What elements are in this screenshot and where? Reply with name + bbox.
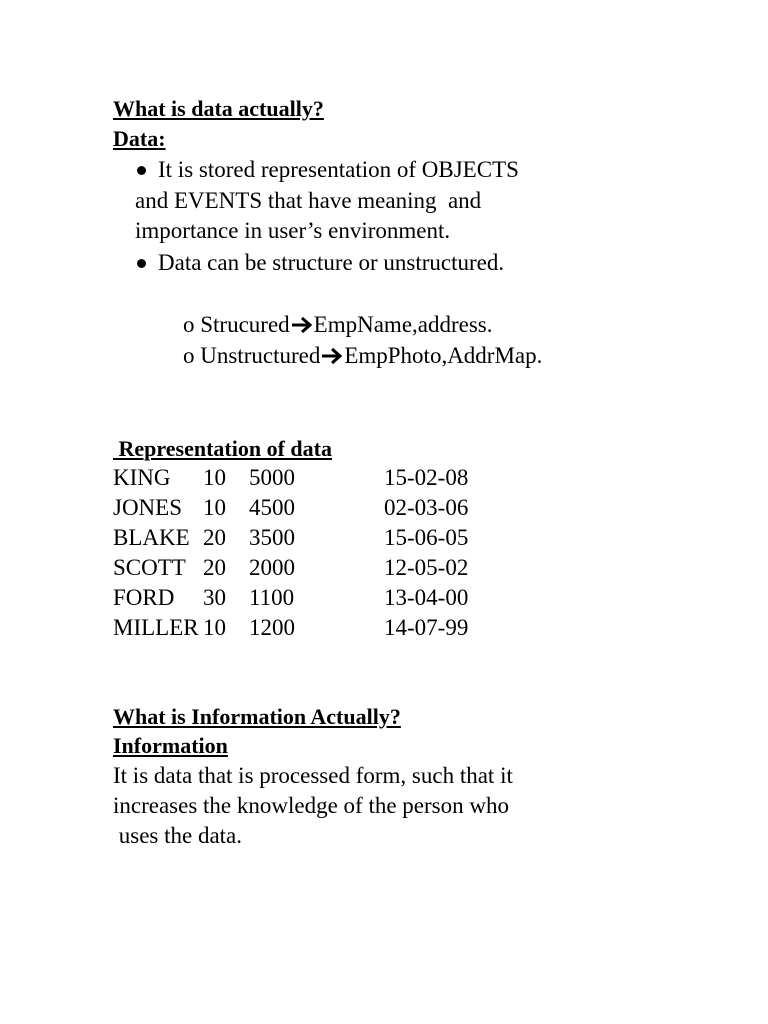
bullet-1-line-3: importance in user’s environment.: [135, 218, 451, 243]
table-cell-date: 15-06-05: [384, 525, 469, 550]
information-body-line-1: It is data that is processed form, such that it: [113, 763, 513, 788]
bullet-2-line-1: Data can be structure or unstructured.: [158, 250, 505, 275]
table-cell-name: BLAKE: [113, 525, 190, 550]
section-title-representation: Representation of data: [113, 436, 332, 461]
sub-item-marker: o: [183, 312, 195, 337]
table-cell-sal: 4500: [249, 495, 295, 520]
sub-item-left: Strucured: [200, 312, 290, 337]
information-body-line-3: uses the data.: [113, 823, 243, 848]
table-cell-dept: 10: [203, 615, 226, 640]
sub-item-structured: [183, 310, 493, 340]
table-cell-name: KING: [113, 465, 171, 490]
section-title-data: What is data actually?: [113, 96, 324, 121]
bullet-1-line-2: and EVENTS that have meaning and: [135, 188, 482, 213]
sub-item-marker: o: [183, 343, 195, 368]
sub-item-right: EmpPhoto,AddrMap.: [344, 343, 543, 368]
sub-item-unstructured: [183, 341, 542, 371]
table-cell-dept: 10: [203, 495, 226, 520]
right-arrow-icon: [320, 346, 344, 366]
table-cell-name: JONES: [113, 495, 183, 520]
section-title-information: What is Information Actually?: [113, 704, 401, 729]
table-cell-date: 13-04-00: [384, 585, 469, 610]
sub-item-right: EmpName,address.: [313, 312, 493, 337]
information-body-line-2: increases the knowledge of the person who: [113, 793, 509, 818]
table-cell-sal: 1100: [249, 585, 295, 610]
right-arrow-icon: [290, 315, 314, 335]
table-cell-name: MILLER: [113, 615, 199, 640]
table-cell-date: 02-03-06: [384, 495, 469, 520]
table-cell-dept: 30: [203, 585, 226, 610]
table-cell-sal: 2000: [249, 555, 295, 580]
table-cell-dept: 20: [203, 555, 226, 580]
bullet-1-line-1: It is stored representation of OBJECTS: [158, 157, 519, 182]
section-subtitle-data: Data:: [113, 126, 166, 151]
table-cell-dept: 20: [203, 525, 226, 550]
table-cell-name: SCOTT: [113, 555, 186, 580]
table-cell-sal: 5000: [249, 465, 295, 490]
table-cell-date: 14-07-99: [384, 615, 469, 640]
table-cell-date: 12-05-02: [384, 555, 469, 580]
section-subtitle-information: Information: [113, 733, 228, 758]
bullet-icon: [137, 166, 146, 175]
table-cell-sal: 3500: [249, 525, 295, 550]
table-cell-dept: 10: [203, 465, 226, 490]
table-cell-date: 15-02-08: [384, 465, 469, 490]
table-cell-sal: 1200: [249, 615, 295, 640]
table-cell-name: FORD: [113, 585, 175, 610]
sub-item-left: Unstructured: [200, 343, 321, 368]
bullet-icon: [137, 259, 146, 268]
